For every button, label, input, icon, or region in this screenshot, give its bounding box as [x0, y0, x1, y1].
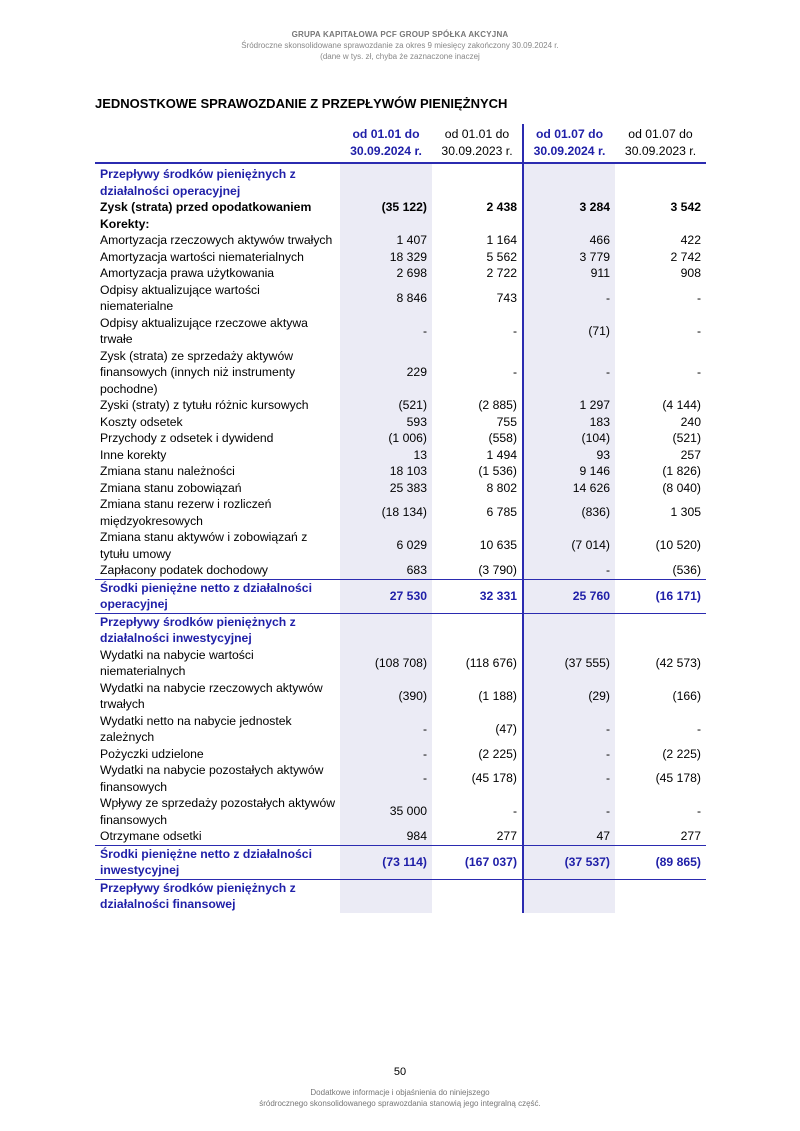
value-cell-col4: (1 826) — [662, 464, 701, 478]
value-cell-col1: - — [340, 762, 432, 795]
value-cell-col2 — [432, 879, 523, 913]
row-label: Odpisy aktualizujące rzeczowe aktywa trwałe — [100, 315, 308, 346]
value-cell-col2: (47) — [495, 721, 517, 736]
value-cell-col4: - — [696, 323, 701, 338]
column-header-1: od 01.01 do 30.09.2024 r. — [340, 124, 432, 163]
value-cell-col2: 277 — [496, 829, 517, 843]
column-header-2: od 01.01 do 30.09.2023 r. — [432, 124, 523, 163]
value-cell-col3: (37 537) — [523, 845, 615, 879]
value-cell-col4: 1 305 — [670, 505, 701, 520]
value-cell-col3: 466 — [523, 232, 615, 249]
value-cell-col3: - — [523, 713, 615, 746]
row-label: Zysk (strata) przed opodatkowaniem — [100, 200, 312, 214]
value-cell-col2: 1 494 — [486, 447, 517, 462]
value-cell-col4 — [615, 216, 706, 233]
table-row — [95, 562, 706, 579]
value-cell-col2: (1 188) — [478, 688, 517, 703]
table-row — [95, 265, 706, 282]
total-row — [95, 845, 706, 879]
value-cell-col4: - — [696, 804, 701, 819]
value-cell-col3: (37 555) — [523, 647, 615, 680]
value-cell-col1 — [340, 879, 432, 913]
value-cell-col4 — [615, 613, 706, 647]
value-cell-col2: 5 562 — [486, 249, 517, 264]
value-cell-col4: 277 — [680, 829, 701, 843]
value-cell-col3: - — [523, 795, 615, 828]
value-cell-col4: 3 542 — [670, 200, 701, 214]
label-column-header — [95, 124, 340, 163]
value-cell-col1: 27 530 — [340, 579, 432, 613]
row-label: Inne korekty — [100, 447, 167, 462]
value-cell-col3: 47 — [523, 828, 615, 845]
table-row — [95, 463, 706, 480]
row-label: Przepływy środków pieniężnych z działalności operacyjnej — [100, 167, 296, 198]
value-cell-col4: (536) — [672, 563, 701, 577]
value-cell-col1: 18 329 — [340, 249, 432, 266]
value-cell-col4: (4 144) — [662, 398, 701, 412]
row-label: Amortyzacja wartości niematerialnych — [100, 249, 304, 264]
value-cell-col1: - — [340, 746, 432, 763]
table-row — [95, 249, 706, 266]
table-row — [95, 348, 706, 398]
value-cell-col1: (521) — [340, 397, 432, 414]
value-cell-col4: 240 — [680, 414, 701, 429]
value-cell-col3: 911 — [523, 265, 615, 282]
row-label: Środki pieniężne netto z działalności inwestycyjnej — [95, 845, 340, 879]
document-header — [0, 29, 800, 62]
table-row — [95, 430, 706, 447]
statement-title: JEDNOSTKOWE SPRAWOZDANIE Z PRZEPŁYWÓW PIENIĘŻNYCH — [95, 96, 508, 111]
table-row — [95, 713, 706, 746]
table-row — [95, 529, 706, 562]
cash-flow-table — [95, 124, 706, 913]
value-cell-col1: - — [340, 315, 432, 348]
row-label: Zapłacony podatek dochodowy — [100, 563, 269, 577]
table-row — [95, 232, 706, 249]
row-label: Koszty odsetek — [100, 414, 183, 429]
value-cell-col3: (71) — [523, 315, 615, 348]
value-cell-col2: - — [512, 804, 517, 819]
row-label: Przepływy środków pieniężnych z działalności inwestycyjnej — [100, 614, 296, 645]
value-cell-col2: (558) — [488, 431, 517, 445]
value-cell-col4: (2 225) — [662, 746, 701, 761]
table-row — [95, 216, 706, 233]
row-label: Zysk (strata) ze sprzedaży aktywów finansowych (innych niż instrumenty pochodne) — [100, 348, 296, 396]
value-cell-col4: (166) — [672, 688, 701, 703]
footer-line-1: Dodatkowe informacje i objaśnienia do niniejszego — [310, 1088, 490, 1097]
value-cell-col3: 9 146 — [523, 463, 615, 480]
value-cell-col1: (108 708) — [340, 647, 432, 680]
value-cell-col2: 10 635 — [479, 538, 517, 553]
value-cell-col2: (2 225) — [478, 746, 517, 761]
table-row — [95, 828, 706, 845]
value-cell-col1: (73 114) — [340, 845, 432, 879]
table-row — [95, 414, 706, 431]
value-cell-col4: - — [696, 721, 701, 736]
value-cell-col2: (3 790) — [478, 563, 517, 577]
value-cell-col3: (7 014) — [523, 529, 615, 562]
value-cell-col3: - — [523, 348, 615, 398]
value-cell-col1: 1 407 — [340, 232, 432, 249]
row-label: Wydatki na nabycie rzeczowych aktywów trwałych — [100, 680, 323, 711]
value-cell-col1: 13 — [340, 447, 432, 464]
value-cell-col1: 593 — [340, 414, 432, 431]
value-cell-col3: - — [523, 762, 615, 795]
row-label: Zmiana stanu zobowiązań — [100, 480, 242, 495]
section-header-row — [95, 879, 706, 913]
value-cell-col4: (42 573) — [655, 655, 701, 670]
value-cell-col4 — [615, 879, 706, 913]
value-cell-col1: (18 134) — [340, 496, 432, 529]
value-cell-col2: 32 331 — [432, 579, 523, 613]
value-cell-col1: - — [340, 713, 432, 746]
row-label: Amortyzacja prawa użytkowania — [100, 266, 275, 280]
value-cell-col3: 93 — [523, 447, 615, 464]
report-subtitle: Śródroczne skonsolidowane sprawozdanie za okres 9 miesięcy zakończony 30.09.2024 r. — [241, 41, 559, 50]
value-cell-col4: (521) — [672, 431, 701, 445]
value-cell-col1 — [340, 216, 432, 233]
value-cell-col1: 229 — [340, 348, 432, 398]
value-cell-col4: (45 178) — [655, 771, 701, 786]
value-cell-col1: 25 383 — [340, 480, 432, 497]
value-cell-col3: 1 297 — [523, 397, 615, 414]
value-cell-col3: 183 — [523, 414, 615, 431]
units-note: (dane w tys. zł, chyba że zaznaczone inaczej — [320, 52, 480, 61]
value-cell-col3: 14 626 — [523, 480, 615, 497]
value-cell-col1: 2 698 — [340, 265, 432, 282]
row-label: Wydatki netto na nabycie jednostek zależnych — [100, 713, 292, 744]
value-cell-col1: 683 — [340, 562, 432, 579]
value-cell-col3: (29) — [523, 680, 615, 713]
value-cell-col2: (45 178) — [471, 771, 517, 786]
value-cell-col1 — [340, 613, 432, 647]
value-cell-col4 — [615, 163, 706, 199]
value-cell-col3: 3 779 — [523, 249, 615, 266]
page-number: 50 — [393, 1066, 407, 1078]
value-cell-col1: (1 006) — [340, 430, 432, 447]
value-cell-col3 — [523, 613, 615, 647]
column-header-4: od 01.07 do 30.09.2023 r. — [615, 124, 706, 163]
value-cell-col2 — [432, 216, 523, 233]
table-row — [95, 480, 706, 497]
value-cell-col4: 908 — [680, 266, 701, 280]
value-cell-col3: - — [523, 282, 615, 315]
column-header-3: od 01.07 do 30.09.2024 r. — [523, 124, 615, 163]
value-cell-col2 — [432, 163, 523, 199]
table-row — [95, 496, 706, 529]
value-cell-col1: 984 — [340, 828, 432, 845]
value-cell-col2: (1 536) — [478, 464, 517, 478]
value-cell-col2: (2 885) — [478, 398, 517, 412]
table-row — [95, 762, 706, 795]
value-cell-col1: (390) — [340, 680, 432, 713]
value-cell-col2: 743 — [496, 290, 517, 305]
value-cell-col4: 422 — [680, 233, 701, 247]
value-cell-col1: 35 000 — [340, 795, 432, 828]
row-label: Zmiana stanu aktywów i zobowiązań z tytułu umowy — [100, 530, 308, 561]
row-label: Odpisy aktualizujące wartości niematerialne — [100, 282, 260, 313]
row-label: Otrzymane odsetki — [100, 829, 202, 843]
value-cell-col2 — [432, 613, 523, 647]
row-label: Zyski (straty) z tytułu różnic kursowych — [100, 398, 309, 412]
value-cell-col4: (89 865) — [615, 845, 706, 879]
row-label: Pożyczki udzielone — [100, 746, 204, 761]
table-row — [95, 282, 706, 315]
value-cell-col2: - — [512, 365, 517, 379]
table-row — [95, 680, 706, 713]
value-cell-col4: (10 520) — [655, 538, 701, 553]
value-cell-col1: 18 103 — [340, 463, 432, 480]
row-label: Przepływy środków pieniężnych z działalności finansowej — [100, 880, 296, 911]
value-cell-col2: 8 802 — [486, 480, 517, 495]
value-cell-col3: - — [523, 562, 615, 579]
value-cell-col1: (35 122) — [340, 199, 432, 216]
value-cell-col2: 755 — [496, 414, 517, 429]
value-cell-col3: (104) — [523, 430, 615, 447]
value-cell-col2: 2 438 — [486, 200, 517, 214]
value-cell-col2: - — [512, 323, 517, 338]
row-label: Amortyzacja rzeczowych aktywów trwałych — [100, 233, 333, 247]
row-label: Środki pieniężne netto z działalności operacyjnej — [95, 579, 340, 613]
table-row — [95, 447, 706, 464]
value-cell-col4: 2 742 — [670, 249, 701, 264]
table-row — [95, 746, 706, 763]
value-cell-col1: 6 029 — [340, 529, 432, 562]
value-cell-col3: (836) — [523, 496, 615, 529]
value-cell-col3: 3 284 — [523, 199, 615, 216]
value-cell-col2: 6 785 — [486, 505, 517, 520]
value-cell-col3: 25 760 — [523, 579, 615, 613]
value-cell-col4: - — [696, 290, 701, 305]
row-label: Zmiana stanu należności — [100, 464, 235, 478]
value-cell-col1: 8 846 — [340, 282, 432, 315]
value-cell-col2: 1 164 — [486, 233, 517, 247]
company-name: GRUPA KAPITAŁOWA PCF GROUP SPÓŁKA AKCYJNA — [291, 30, 509, 39]
table-row — [95, 199, 706, 216]
value-cell-col3 — [523, 216, 615, 233]
table-row — [95, 647, 706, 680]
row-label: Korekty: — [100, 216, 150, 231]
row-label: Przychody z odsetek i dywidend — [100, 431, 274, 445]
table-row — [95, 795, 706, 828]
value-cell-col3 — [523, 163, 615, 199]
row-label: Wydatki na nabycie pozostałych aktywów finansowych — [100, 763, 324, 794]
value-cell-col1 — [340, 163, 432, 199]
value-cell-col4: (16 171) — [615, 579, 706, 613]
value-cell-col4: (8 040) — [662, 480, 701, 495]
table-row — [95, 397, 706, 414]
row-label: Wydatki na nabycie wartości niematerialnych — [100, 647, 254, 678]
value-cell-col4: 257 — [680, 447, 701, 462]
value-cell-col2: (167 037) — [432, 845, 523, 879]
page-footer — [0, 1087, 800, 1109]
section-header-row — [95, 163, 706, 199]
table-row — [95, 315, 706, 348]
section-header-row — [95, 613, 706, 647]
row-label: Wpływy ze sprzedaży pozostałych aktywów finansowych — [100, 796, 336, 827]
value-cell-col3 — [523, 879, 615, 913]
value-cell-col3: - — [523, 746, 615, 763]
value-cell-col4: - — [696, 365, 701, 379]
total-row — [95, 579, 706, 613]
value-cell-col2: 2 722 — [486, 266, 517, 280]
footer-line-2: śródrocznego skonsolidowanego sprawozdania stanowią jego integralną część. — [259, 1099, 541, 1108]
row-label: Zmiana stanu rezerw i rozliczeń międzyokresowych — [100, 497, 272, 528]
value-cell-col2: (118 676) — [465, 655, 517, 670]
table-header-row — [95, 124, 706, 163]
